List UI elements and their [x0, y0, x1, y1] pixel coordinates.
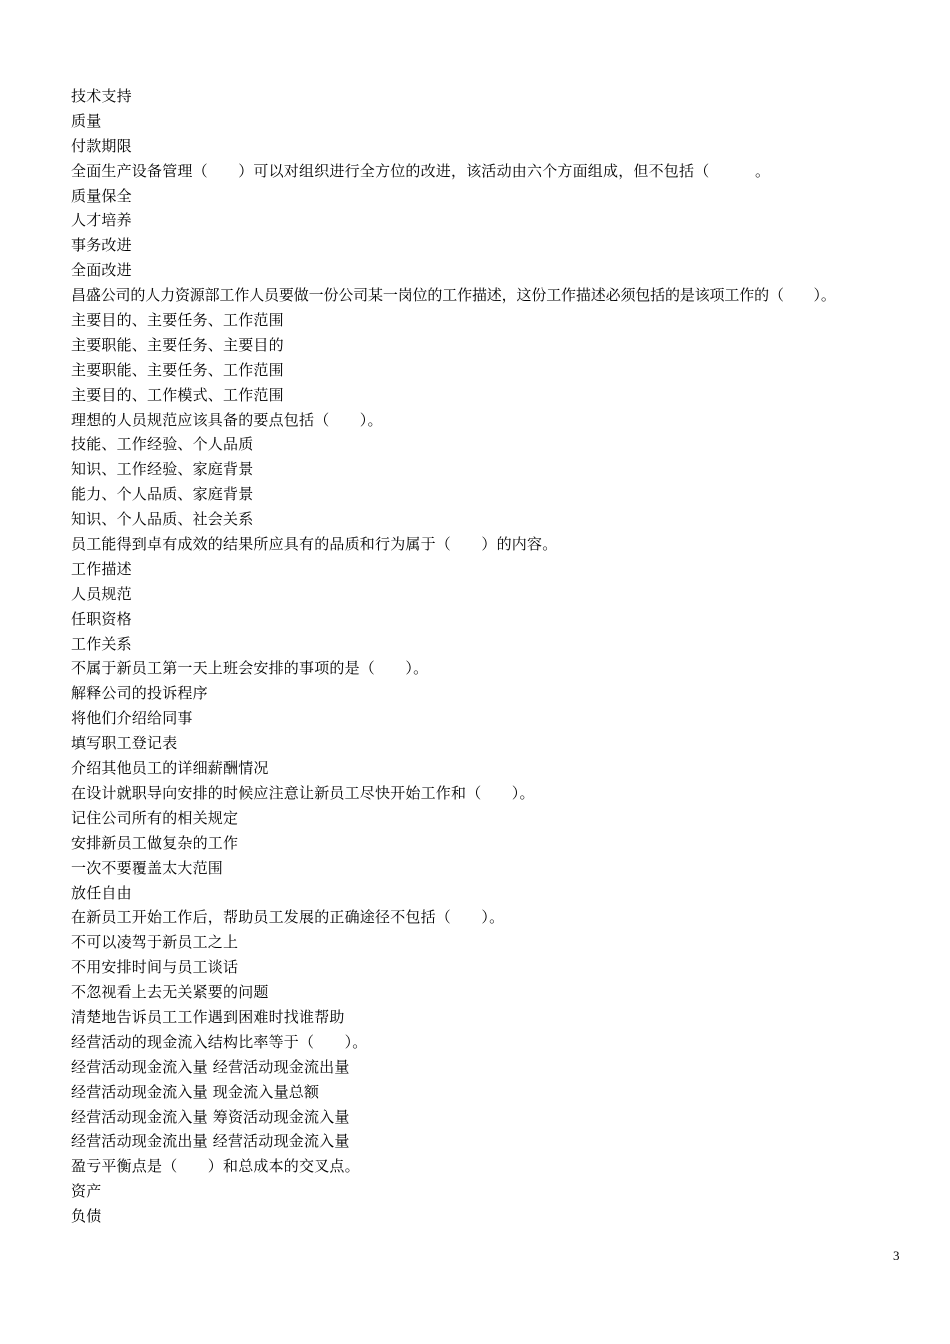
- text-line: 主要目的、主要任务、工作范围: [71, 311, 284, 330]
- text-line: 技能、工作经验、个人品质: [71, 435, 254, 454]
- question-line: 理想的人员规范应该具备的要点包括（ ）。: [71, 410, 383, 429]
- text-line: 能力、个人品质、家庭背景: [71, 485, 254, 504]
- text-line: 经营活动现金流入量 筹资活动现金流入量: [71, 1107, 350, 1126]
- text-line: 经营活动现金流入量 现金流入量总额: [71, 1082, 320, 1101]
- text-line: 安排新员工做复杂的工作: [71, 833, 239, 852]
- page-number: 3: [893, 1248, 900, 1263]
- text-line: 资产: [71, 1182, 102, 1201]
- text-line: 知识、工作经验、家庭背景: [71, 460, 254, 479]
- text-line: 主要目的、工作模式、工作范围: [71, 385, 284, 404]
- text-line: 将他们介绍给同事: [71, 709, 193, 728]
- question-line: 员工能得到卓有成效的结果所应具有的品质和行为属于（ ）的内容。: [71, 535, 558, 554]
- text-line: 质量保全: [71, 186, 132, 205]
- document-body: [71, 84, 931, 1229]
- text-line: 负债: [71, 1207, 102, 1226]
- question-line: 不属于新员工第一天上班会安排的事项的是（ ）。: [71, 659, 429, 678]
- text-line: 全面改进: [71, 261, 132, 280]
- question-line: 盈亏平衡点是（ ）和总成本的交叉点。: [71, 1157, 360, 1176]
- text-line: 不忽视看上去无关紧要的问题: [71, 983, 269, 1002]
- text-line: 介绍其他员工的详细薪酬情况: [71, 759, 269, 778]
- text-line: 付款期限: [71, 136, 132, 155]
- text-line: 工作描述: [71, 559, 132, 578]
- question-line: 经营活动的现金流入结构比率等于（ ）。: [71, 1032, 368, 1051]
- text-line: 不可以凌驾于新员工之上: [71, 933, 239, 952]
- text-line: 技术支持: [71, 87, 132, 105]
- question-line: 全面生产设备管理（ ）可以对组织进行全方位的改进，该活动由六个方面组成，但不包括（ 。: [71, 161, 771, 180]
- question-line: 在设计就职导向安排的时候应注意让新员工尽快开始工作和（ ）。: [71, 783, 535, 802]
- question-line: 昌盛公司的人力资源部工作人员要做一份公司某一岗位的工作描述，这份工作描述必须包括的是该项工作的（ ）。: [71, 286, 836, 305]
- text-line: 知识、个人品质、社会关系: [71, 510, 254, 529]
- text-line: 放任自由: [71, 883, 132, 902]
- text-line: 主要职能、主要任务、工作范围: [71, 360, 284, 379]
- text-line: 工作关系: [71, 634, 132, 653]
- text-line: 人员规范: [71, 584, 132, 603]
- text-line: 质量: [71, 111, 102, 130]
- text-line: 经营活动现金流出量 经营活动现金流入量: [71, 1132, 350, 1151]
- text-line: 解释公司的投诉程序: [71, 684, 208, 703]
- text-line: 任职资格: [71, 609, 132, 628]
- text-line: 填写职工登记表: [71, 734, 178, 753]
- text-line: 经营活动现金流入量 经营活动现金流出量: [71, 1057, 350, 1076]
- question-line: 在新员工开始工作后，帮助员工发展的正确途径不包括（ ）。: [71, 908, 505, 927]
- text-line: 清楚地告诉员工工作遇到困难时找谁帮助: [71, 1007, 345, 1026]
- text-line: 主要职能、主要任务、主要目的: [71, 335, 284, 354]
- text-line: 人才培养: [71, 211, 132, 230]
- text-line: 事务改进: [71, 236, 132, 255]
- text-line: 一次不要覆盖太大范围: [71, 858, 224, 877]
- text-line: 记住公司所有的相关规定: [71, 808, 239, 827]
- text-line: 不用安排时间与员工谈话: [71, 958, 239, 977]
